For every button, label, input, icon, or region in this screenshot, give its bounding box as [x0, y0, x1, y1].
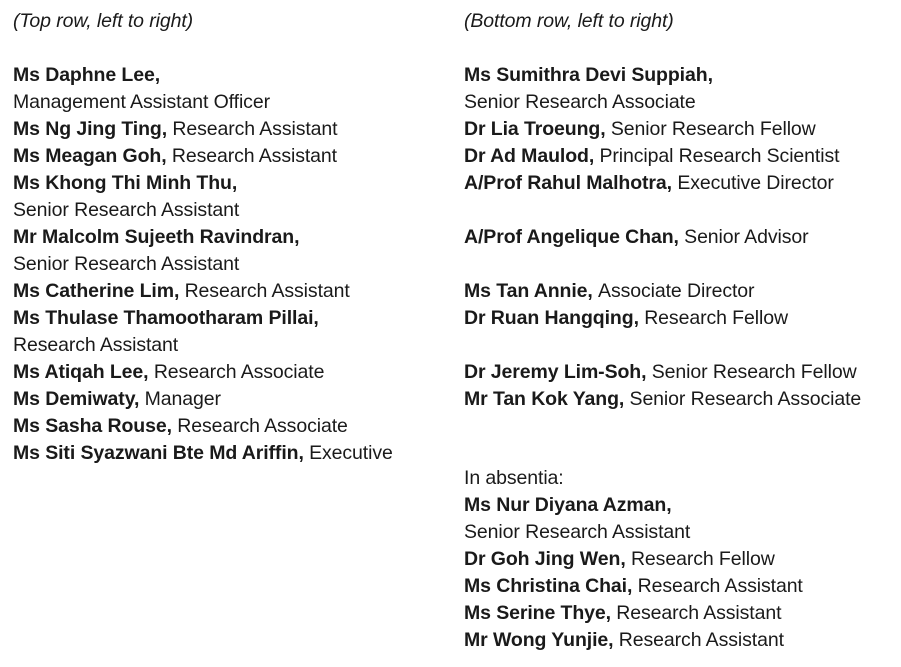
staff-role: Research Assistant — [13, 334, 179, 356]
staff-line — [13, 89, 453, 116]
top-row-list — [13, 62, 453, 467]
staff-line — [464, 627, 896, 654]
bottom-row-group-1 — [464, 62, 896, 197]
staff-line — [13, 143, 453, 170]
staff-line — [464, 519, 896, 546]
staff-name: Ms Thulase Thamootharam Pillai — [13, 307, 314, 329]
staff-name: Ms Demiwaty — [13, 388, 134, 410]
staff-line — [464, 573, 896, 600]
bottom-row-group-2 — [464, 224, 896, 251]
staff-role: Research Assistant — [171, 145, 337, 167]
staff-role: Senior Research Assistant — [464, 521, 691, 543]
bottom-row-column — [464, 8, 896, 654]
staff-line — [13, 359, 453, 386]
separator: , — [154, 64, 161, 86]
staff-name: Dr Ad Maulod — [464, 145, 589, 167]
separator: , — [231, 172, 238, 194]
staff-name: Ms Christina Chai — [464, 575, 627, 597]
staff-name: Mr Wong Yunjie — [464, 629, 609, 651]
spacer — [464, 439, 896, 465]
staff-line — [13, 305, 453, 332]
staff-role: Research Assistant — [618, 629, 784, 651]
separator: , — [627, 575, 638, 597]
spacer — [464, 197, 896, 224]
staff-role: Executive — [309, 442, 393, 464]
staff-role: Principal Research Scientist — [599, 145, 840, 167]
staff-name: Dr Jeremy Lim-Soh — [464, 361, 642, 383]
separator: , — [641, 361, 652, 383]
staff-role: Research Fellow — [644, 307, 788, 329]
staff-name: Ms Meagan Goh — [13, 145, 162, 167]
separator: , — [313, 307, 319, 329]
staff-name: Ms Nur Diyana Azman — [464, 494, 667, 516]
staff-name: Dr Ruan Hangqing — [464, 307, 634, 329]
staff-role: Research Associate — [177, 415, 348, 437]
staff-line — [13, 440, 453, 467]
staff-role: Management Assistant Officer — [13, 91, 270, 113]
separator: , — [707, 64, 713, 86]
bottom-row-group-3 — [464, 278, 896, 332]
staff-line — [13, 278, 453, 305]
staff-line — [464, 492, 896, 519]
spacer — [464, 35, 896, 62]
staff-role: Research Associate — [153, 361, 325, 383]
staff-line — [464, 89, 896, 116]
staff-name: A/Prof Angelique Chan — [464, 226, 674, 248]
staff-role: Senior Research Associate — [464, 91, 696, 113]
in-absentia-label: In absentia: — [464, 467, 564, 489]
staff-role: Senior Research Assistant — [13, 253, 240, 275]
staff-role: Senior Research Associate — [629, 388, 862, 410]
staff-role: Research Assistant — [184, 280, 350, 302]
staff-line — [13, 332, 453, 359]
spacer — [464, 251, 896, 278]
staff-role: Senior Research Assistant — [13, 199, 240, 221]
bottom-row-heading: (Bottom row, left to right) — [464, 10, 674, 32]
staff-name: Ms Tan Annie — [464, 280, 588, 302]
staff-line — [464, 386, 896, 413]
staff-role: Research Fellow — [630, 548, 775, 570]
separator: , — [294, 226, 300, 248]
staff-name: Ms Sumithra Devi Suppiah — [464, 64, 708, 86]
staff-name: Mr Malcolm Sujeeth Ravindran — [13, 226, 295, 248]
staff-name: Ms Sasha Rouse — [13, 415, 167, 437]
staff-role: Research Assistant — [637, 575, 803, 597]
staff-name: Ms Atiqah Lee — [13, 361, 144, 383]
separator: , — [298, 442, 310, 464]
bottom-row-group-4 — [464, 359, 896, 413]
staff-name: Ms Daphne Lee — [13, 64, 155, 86]
staff-line — [13, 62, 453, 89]
separator: , — [618, 388, 630, 410]
staff-role: Senior Research Fellow — [610, 118, 816, 140]
separator: , — [633, 307, 645, 329]
separator: , — [166, 415, 178, 437]
staff-name: Ms Ng Jing Ting — [13, 118, 162, 140]
staff-role: Executive Director — [677, 172, 834, 194]
separator: , — [134, 388, 145, 410]
staff-line — [464, 278, 896, 305]
staff-line — [13, 386, 453, 413]
separator: , — [173, 280, 185, 302]
in-absentia-list — [464, 492, 896, 654]
staff-line — [13, 197, 453, 224]
staff-role: Associate Director — [598, 280, 755, 302]
staff-line — [13, 170, 453, 197]
staff-line — [13, 116, 453, 143]
spacer — [464, 413, 896, 439]
staff-line — [464, 600, 896, 627]
staff-line — [13, 251, 453, 278]
staff-line — [464, 359, 896, 386]
separator: , — [666, 172, 678, 194]
separator: , — [608, 629, 619, 651]
separator: , — [666, 494, 672, 516]
staff-name: Ms Khong Thi Minh Thu — [13, 172, 232, 194]
staff-role: Manager — [144, 388, 221, 410]
staff-role: Senior Advisor — [684, 226, 809, 248]
spacer — [464, 332, 896, 359]
separator: , — [161, 145, 172, 167]
staff-name: Mr Tan Kok Yang — [464, 388, 619, 410]
staff-line — [464, 143, 896, 170]
staff-role: Senior Research Fellow — [651, 361, 857, 383]
separator: , — [600, 118, 611, 140]
staff-name: A/Prof Rahul Malhotra — [464, 172, 667, 194]
staff-role: Research Assistant — [616, 602, 782, 624]
staff-role: Research Assistant — [172, 118, 338, 140]
staff-line — [13, 224, 453, 251]
staff-name: Ms Siti Syazwani Bte Md Ariffin — [13, 442, 299, 464]
top-row-column — [13, 8, 453, 467]
separator: , — [620, 548, 631, 570]
staff-name: Dr Lia Troeung — [464, 118, 601, 140]
staff-line — [464, 305, 896, 332]
staff-line — [464, 62, 896, 89]
staff-line — [464, 116, 896, 143]
separator: , — [587, 280, 599, 302]
separator: , — [143, 361, 154, 383]
separator: , — [673, 226, 685, 248]
staff-line — [464, 224, 896, 251]
spacer — [13, 35, 453, 62]
staff-line — [464, 546, 896, 573]
staff-name: Dr Goh Jing Wen — [464, 548, 621, 570]
staff-name: Ms Serine Thye, — [464, 602, 611, 624]
staff-line — [13, 413, 453, 440]
separator: , — [161, 118, 173, 140]
separator: , — [588, 145, 600, 167]
top-row-heading: (Top row, left to right) — [13, 10, 194, 32]
staff-line — [464, 170, 896, 197]
staff-name: Ms Catherine Lim — [13, 280, 174, 302]
